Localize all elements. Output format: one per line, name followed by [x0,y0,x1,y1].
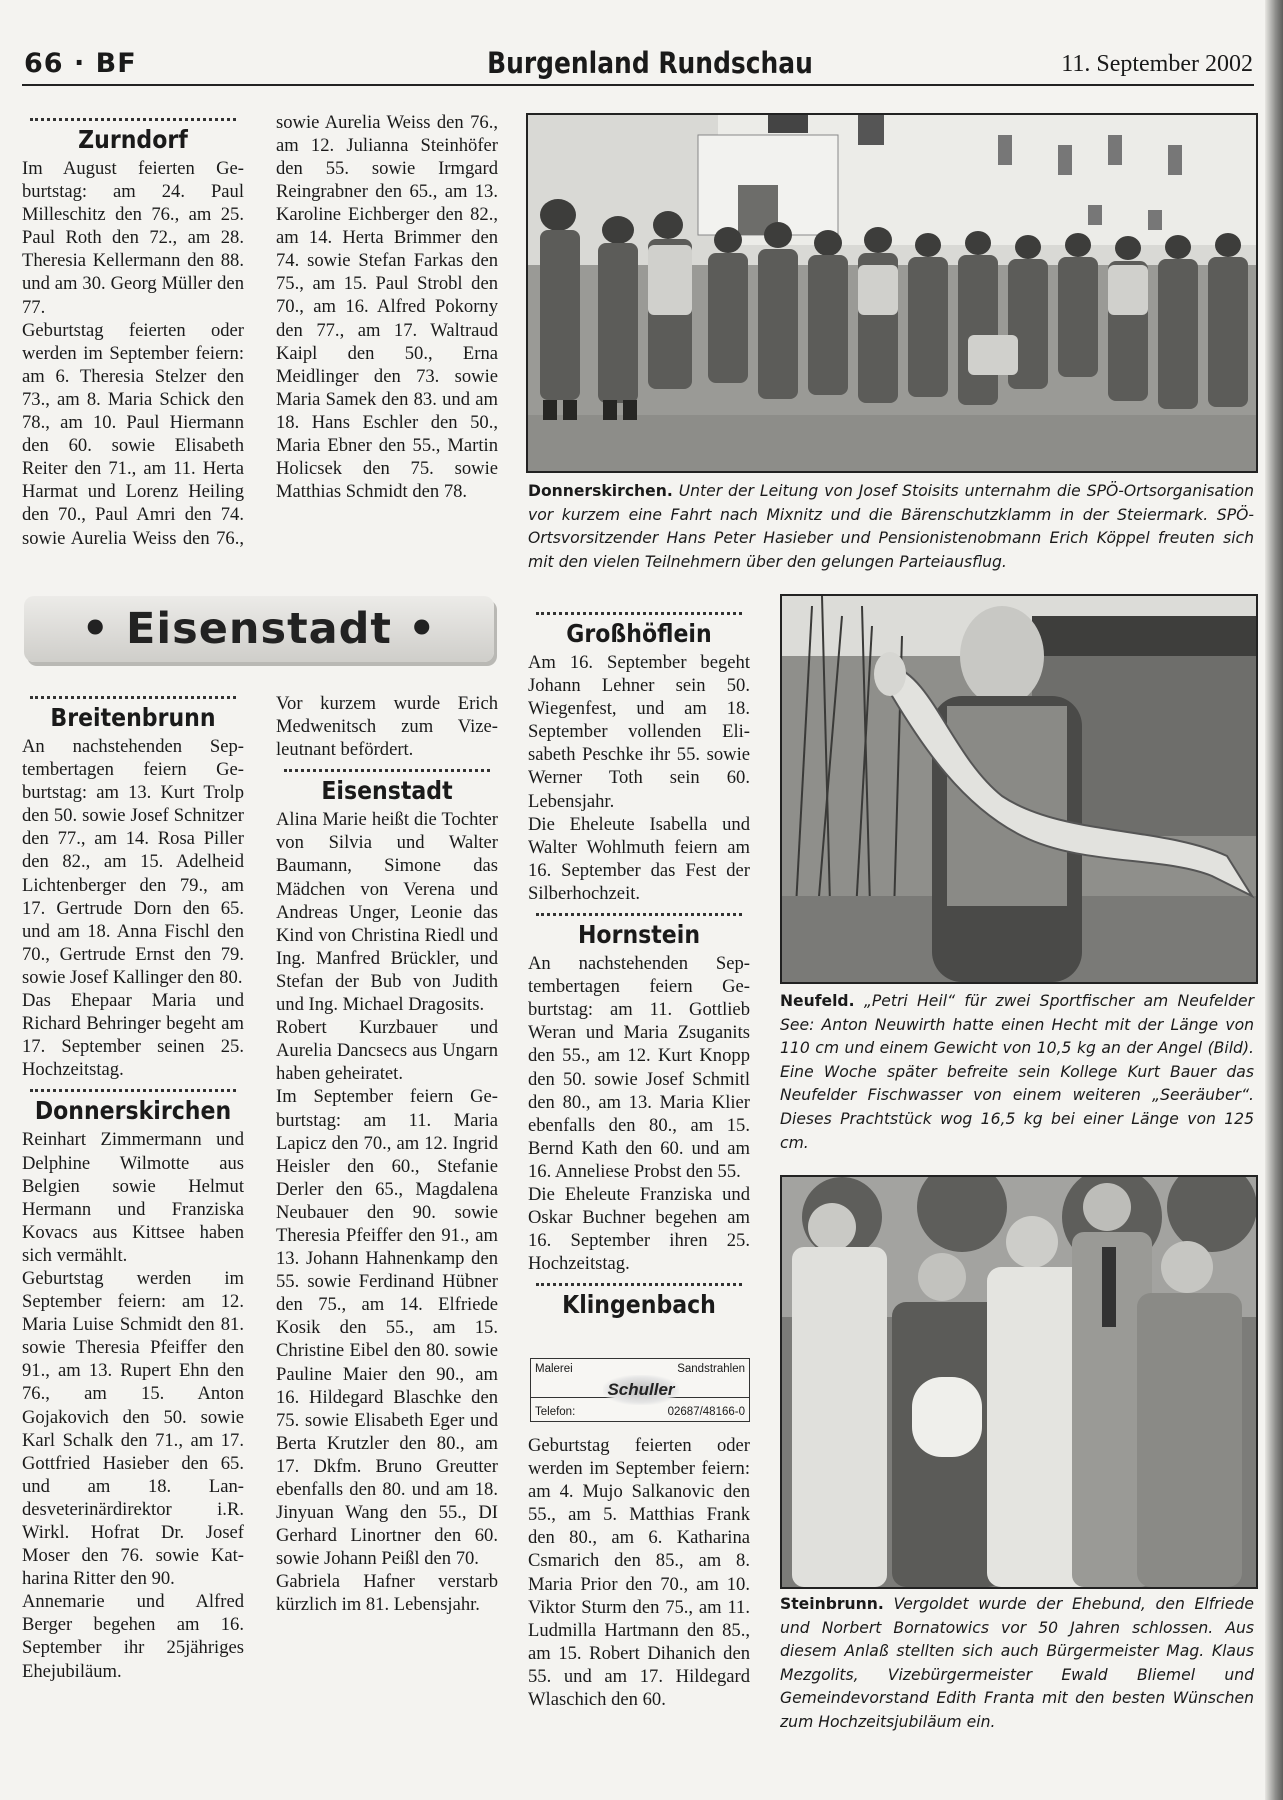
section-divider [536,612,742,615]
zurndorf-col-1 [22,110,244,550]
zurndorf-para-2: Geburtstag feierten oder werden im September feiern: am 6. Theresia Stelzer den 73., am 8. Maria Schick den 78., am 10. Paul Hiermann den 60. sowie Elisabeth Reiter den 71., am 11. Herta Harmat und Lorenz Heiling den 70., Paul Amri den 74. sowie Aurelia Weiss den 76., [22,319,244,549]
caption-place-steinbrunn: Steinbrunn. [780,1595,884,1613]
section-heading-grosshoeflein: Großhöflein [566,619,712,648]
hornstein-para-1: An nachstehenden Septembertagen feiern Geburtstag: am 11. Gottlieb Weran und Maria Zsuganits den 55., am 12. Kurt Knopp den 50. sowie Josef Schmitl den 80., am 13. Maria Klier ebenfalls den 80., am 15. Bernd Kath den 60. und am 16. Anneliese Probst den 55. [528,953,750,1182]
donnerskirchen-para-2: Geburtstag werden im September feiern: am 12. Maria Luise Schmidt den 81. sowie Theresia Pfeiffer den 91., am 13. Rupert Ehn den 76., am 15. Anton Gojakovich den 50. sowie Karl Schalk den 71., am 17. Gottfried Hasieber den 65. und am 18. Landesveterinärdirektor i.R. Wirkl. Hofrat Dr. Josef Moser den 76. sowie Katharina Ritter den 90. [22,1267,244,1590]
ad-service-sandblasting: Sandstrahlen [677,1363,745,1375]
issue-date: 11. September 2002 [1061,51,1253,77]
hornstein-para-2: Die Eheleute Franziska und Oskar Buchner begehen am 16. September ihren 25. Hochzeitstag. [528,1183,750,1275]
ad-brand-logo: Schuller [603,1375,679,1405]
section-heading-hornstein: Hornstein [577,920,701,950]
donnerskirchen-para-3: Annemarie und Alfred Berger begehen am 16. September ihr 25jähriges Ehejubiläum. [22,1591,244,1682]
eisenstadt-para-3: Im September feiern Geburtstag: am 11. Maria Lapicz den 70., am 12. Ingrid Heisler den 60., Stefanie Derler den 65., Magdalena Neubauer den 90. sowie Theresia Pfeiffer den 91., am 13. Johann Hahnenkamp den 55. sowie Ferdinand Hübner den 75., am 14. Elfriede Kosik den 55., am 15. Christine Eibel den 80. sowie Pauline Maier den 90., am 16. Hildegard Blaschke den 75. sowie Elisabeth Eger und Berta Krutzler den 80., am 17. Dkfm. Bruno Greutter ebenfalls den 80. und am 18. Jinyuan Wang den 55., DI Gerhard Linortner den 60. sowie Johann Peißl den 70. [276,1086,498,1570]
section-heading-zurndorf: Zurndorf [78,125,188,154]
newspaper-title: Burgenland Rundschau [487,46,813,80]
donnerskirchen-para-4: Vor kurzem wurde Erich Medwenitsch zum Vizeleutnant befördert. [276,693,498,761]
caption-text-fish: „Petri Heil“ für zwei Sportfischer am Neufelder See: Anton Neuwirth hatte einen Hecht mit der Länge von 110 cm und einem Gewicht von 10,5 kg an der Angel (Bild). Eine Woche später befreite sein Kollege Kurt Bauer das Neufelder Fischwasser von einem weiteren „Seeräuber“. Dieses Prachtstück wog 16,5 kg bei einer Länge von 125 cm. [780,992,1254,1152]
caption-text-group: Unter der Leitung von Josef Stoisits unternahm die SPÖ-Ortsorganisation vor kurzem eine Fahrt nach Mixnitz und die Bärenschutzklamm in der Steiermark. SPÖ-Ortsvorsitzender Hans Peter Hasieber und Pensionistenobmann Erich Köppel freuten sich mit den vielen Teilnehmern über den gelungen Parteiausflug. [528,482,1254,571]
col-2-lower [276,692,498,1617]
col-3 [528,604,750,1322]
section-divider [30,696,236,699]
zurndorf-continuation [276,110,498,503]
jubilee-photo-caption [780,1593,1254,1735]
eisenstadt-para-4: Gabriela Hafner verstarb kürzlich im 81. Lebensjahr. [276,1571,498,1616]
section-heading-eisenstadt: Eisenstadt [321,776,453,806]
caption-place-donnerskirchen: Donnerskirchen. [528,482,673,500]
zurndorf-para-2-cont: sowie Aurelia Weiss den 76., am 12. Julianna Steinhöfer den 55. sowie Irmgard Reingrabner den 65., am 13. Karoline Eichberger den 82., am 14. Herta Brimmer den 74. sowie Stefan Farkas den 75., am 15. Paul Strobl den 70., am 16. Alfred Pokorny den 77., am 17. Waltraud Kaipl den 50., Erna Meidlinger den 73. sowie Maria Samek den 83. und am 18. Hans Eschler den 50., Maria Ebner den 55., Martin Holicsek den 75. sowie Matthias Schmidt den 78. [276,111,498,503]
fisherman-photo [780,594,1258,984]
klingenbach-body [528,1434,750,1711]
fisherman-photo-image [782,596,1256,982]
grosshoeflein-para-1: Am 16. September begeht Johann Lehner sein 50. Wiegenfest, und am 18. September vollenden Elisabeth Peschke ihr 55. sowie Werner Toth sein 60. Lebensjahr. [528,652,750,812]
group-photo-caption [528,480,1254,574]
page-number-section: 66 · BF [24,48,137,79]
ad-service-painting: Malerei [535,1363,573,1375]
jubilee-photo-image [782,1177,1256,1587]
section-heading-breitenbrunn: Breitenbrunn [50,703,216,732]
page-edge-shadow [1265,0,1283,1800]
eisenstadt-para-2: Robert Kurzbauer und Aurelia Dancsecs aus Ungarn haben geheiratet. [276,1017,498,1085]
jubilee-photo [780,1175,1258,1589]
schuller-advertisement [530,1358,750,1422]
group-photo [526,113,1258,473]
klingenbach-para-1: Geburtstag feierten oder werden im September feiern: am 4. Mujo Salkanovic den 55., am 5. Matthias Frank den 80., am 6. Katharina Csmarich den 85., am 8. Maria Prior den 70., am 10. Viktor Sturm den 75., am 11. Ludmilla Hartmann den 85., am 15. Robert Dihanich den 55. und am 17. Hildegard Wlaschich den 60. [528,1435,750,1711]
section-divider [30,1089,236,1092]
header-rule [22,84,1254,86]
section-divider [284,769,490,772]
donnerskirchen-para-1: Reinhart Zimmermann und Delphine Wilmotte aus Belgien sowie Helmut Hermann und Franziska Kovacs aus Kittsee haben sich vermählt. [22,1129,244,1266]
ad-phone-label: Telefon: [535,1406,576,1418]
caption-place-neufeld: Neufeld. [780,992,855,1010]
group-photo-image [528,115,1256,471]
zurndorf-col-2 [276,110,498,550]
section-divider [536,1283,742,1286]
section-divider [30,118,236,121]
section-heading-klingenbach: Klingenbach [562,1290,716,1320]
section-heading-donnerskirchen: Donnerskirchen [34,1096,232,1126]
section-divider [536,913,742,916]
breitenbrunn-para-2: Das Ehepaar Maria und Richard Behringer begeht am 17. September seinen 25. Hochzeitstag. [22,990,244,1081]
zurndorf-para-1: Im August feierten Geburtstag: am 24. Paul Milleschitz den 76., am 25. Paul Roth den 72., am 28. Theresia Kellermann den 88. und am 30. Georg Müller den 77. [22,158,244,318]
grosshoeflein-para-2: Die Eheleute Isabella und Walter Wohlmuth feiern am 16. September das Fest der Silberhochzeit. [528,813,750,904]
col-1-lower [22,688,244,1683]
caption-text-couple: Vergoldet wurde der Ehebund, den Elfriede und Norbert Bornatowics vor 50 Jahren schlossen. Aus diesem Anlaß stellten sich auch Bürgermeister Mag. Klaus Mezgolits, Vizebürgermeister Ewald Bliemel und Gemeindevorstand Edith Franta mit den besten Wünschen zum Hochzeitsjubiläum ein. [780,1595,1254,1731]
district-banner-eisenstadt: • Eisenstadt • [24,596,494,662]
eisenstadt-para-1: Alina Marie heißt die Tochter von Silvia und Walter Baumann, Simone das Mädchen von Verena und Andreas Unger, Leonie das Kind von Christina Riedl und Ing. Manfred Brückler, und Stefan der Bub von Judith und Ing. Michael Dragosits. [276,809,498,1016]
ad-phone-number: 02687/48166-0 [667,1406,745,1418]
breitenbrunn-para-1: An nachstehenden Septembertagen feiern Geburtstag: am 13. Kurt Trolp den 50. sowie Josef Schnitzer den 77., am 14. Rosa Piller den 82., am 15. Adelheid Lichtenberger den 79., am 17. Gertrude Dorn den 65. und am 18. Anna Fischl den 70., Gertrude Ernst den 79. sowie Josef Kallinger den 80. [22,736,244,988]
fisherman-photo-caption [780,990,1254,1155]
